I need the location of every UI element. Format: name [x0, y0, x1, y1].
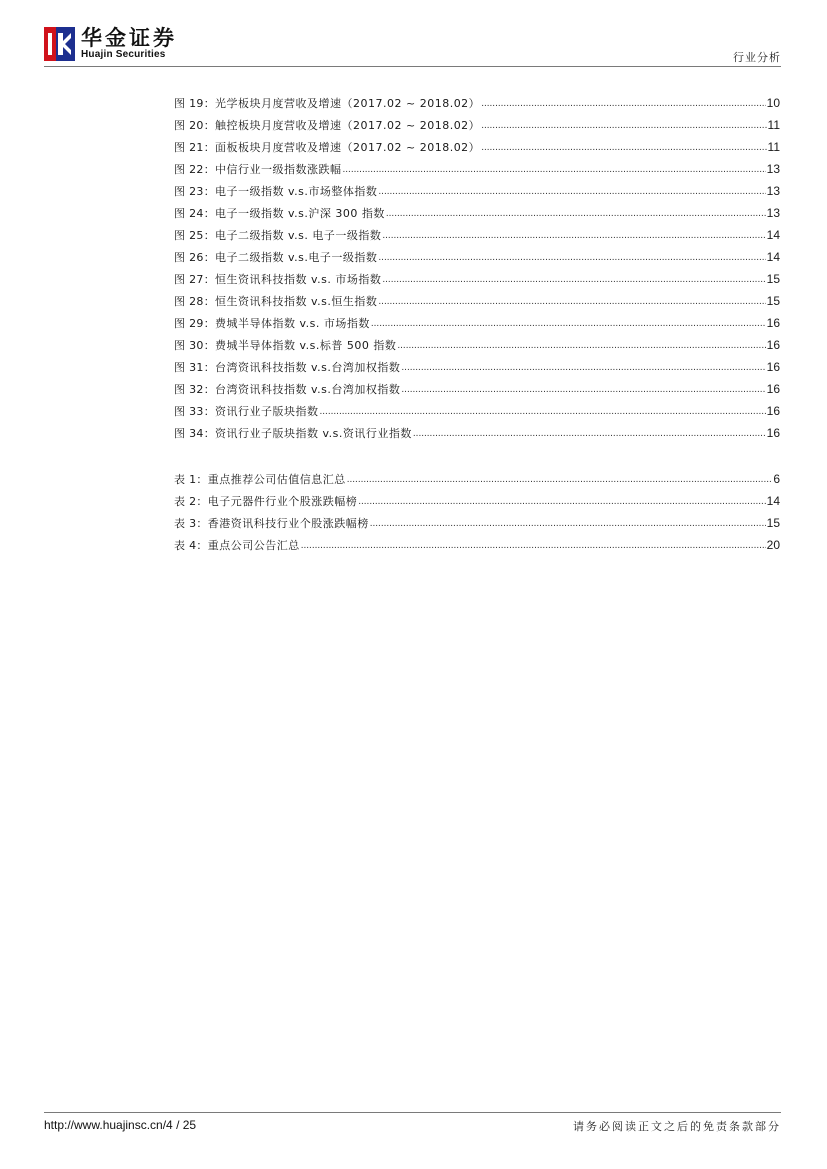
footer-url[interactable]: http://www.huajinsc.cn/4 / 25 — [44, 1118, 197, 1132]
dot-leader — [370, 519, 766, 534]
entry-title: 光学板块月度营收及增速（2017.02 ~ 2018.02） — [215, 97, 481, 110]
entry-page-number: 14 — [766, 494, 780, 508]
entry-page-number: 16 — [766, 426, 780, 440]
dot-leader — [386, 209, 766, 224]
entry-label: 图 21： — [174, 141, 215, 154]
figure-list — [174, 92, 780, 444]
entry-label: 表 4： — [174, 539, 208, 552]
table-entry[interactable] — [174, 512, 780, 534]
dot-leader — [343, 165, 766, 180]
dot-leader — [358, 497, 765, 512]
figure-entry[interactable] — [174, 378, 780, 400]
dot-leader — [320, 407, 766, 422]
figure-entry[interactable] — [174, 224, 780, 246]
entry-label: 表 1： — [174, 473, 208, 486]
entry-label: 图 25： — [174, 229, 215, 242]
entry-label: 图 30： — [174, 339, 215, 352]
entry-title: 电子一级指数 v.s.市场整体指数 — [215, 185, 378, 198]
entry-title: 费城半导体指数 v.s. 市场指数 — [215, 317, 370, 330]
disclaimer-note: 请务必阅读正文之后的免责条款部分 — [573, 1120, 781, 1133]
huajin-logo-icon — [44, 27, 75, 61]
footer-divider — [44, 1112, 781, 1113]
dot-leader — [397, 341, 765, 356]
entry-title: 中信行业一级指数涨跌幅 — [215, 163, 342, 176]
entry-page-number: 15 — [766, 516, 780, 530]
dot-leader — [378, 297, 765, 312]
figure-entry[interactable] — [174, 92, 780, 114]
dot-leader — [378, 253, 765, 268]
entry-page-number: 6 — [773, 472, 780, 486]
entry-title: 重点公司公告汇总 — [207, 539, 300, 552]
entry-label: 表 3： — [174, 517, 208, 530]
entry-page-number: 16 — [766, 360, 780, 374]
entry-page-number: 13 — [766, 162, 780, 176]
entry-page-number: 15 — [766, 294, 780, 308]
entry-label: 图 31： — [174, 361, 215, 374]
figure-entry[interactable] — [174, 312, 780, 334]
table-list — [174, 468, 780, 556]
entry-page-number: 15 — [766, 272, 780, 286]
entry-label: 图 34： — [174, 427, 215, 440]
entry-page-number: 10 — [766, 96, 780, 110]
entry-title: 电子一级指数 v.s.沪深 300 指数 — [215, 207, 385, 220]
table-entry[interactable] — [174, 468, 780, 490]
entry-page-number: 11 — [767, 140, 780, 154]
entry-page-number: 16 — [766, 338, 780, 352]
dot-leader — [382, 275, 765, 290]
entry-label: 表 2： — [174, 495, 208, 508]
entry-label: 图 33： — [174, 405, 215, 418]
entry-label: 图 19： — [174, 97, 215, 110]
entry-title: 重点推荐公司估值信息汇总 — [207, 473, 346, 486]
figure-entry[interactable] — [174, 268, 780, 290]
dot-leader — [347, 475, 773, 490]
figure-entry[interactable] — [174, 334, 780, 356]
dot-leader — [301, 541, 766, 556]
entry-page-number: 16 — [766, 382, 780, 396]
table-entry[interactable] — [174, 534, 780, 556]
entry-page-number: 11 — [767, 118, 780, 132]
company-logo — [44, 27, 177, 63]
entry-page-number: 16 — [766, 316, 780, 330]
dot-leader — [481, 143, 766, 158]
entry-page-number: 14 — [766, 250, 780, 264]
entry-page-number: 14 — [766, 228, 780, 242]
entry-title: 触控板块月度营收及增速（2017.02 ~ 2018.02） — [215, 119, 481, 132]
dot-leader — [413, 429, 766, 444]
figure-entry[interactable] — [174, 114, 780, 136]
entry-page-number: 13 — [766, 206, 780, 220]
entry-title: 台湾资讯科技指数 v.s.台湾加权指数 — [215, 383, 401, 396]
entry-title: 恒生资讯科技指数 v.s.恒生指数 — [215, 295, 378, 308]
entry-page-number: 20 — [766, 538, 780, 552]
figure-entry[interactable] — [174, 246, 780, 268]
table-entry[interactable] — [174, 490, 780, 512]
entry-label: 图 24： — [174, 207, 215, 220]
entry-page-number: 16 — [766, 404, 780, 418]
dot-leader — [401, 363, 765, 378]
figure-entry[interactable] — [174, 290, 780, 312]
entry-label: 图 28： — [174, 295, 215, 308]
entry-label: 图 22： — [174, 163, 215, 176]
entry-title: 恒生资讯科技指数 v.s. 市场指数 — [215, 273, 382, 286]
dot-leader — [382, 231, 765, 246]
dot-leader — [371, 319, 766, 334]
header-divider — [44, 66, 781, 67]
entry-title: 面板板块月度营收及增速（2017.02 ~ 2018.02） — [215, 141, 481, 154]
figure-entry[interactable] — [174, 158, 780, 180]
dot-leader — [378, 187, 765, 202]
logo-english-name: Huajin Securities — [81, 49, 166, 60]
entry-label: 图 23： — [174, 185, 215, 198]
page-header — [0, 0, 827, 70]
dot-leader — [401, 385, 765, 400]
figure-entry[interactable] — [174, 400, 780, 422]
figure-entry[interactable] — [174, 180, 780, 202]
entry-title: 香港资讯科技行业个股涨跌幅榜 — [207, 517, 369, 530]
entry-label: 图 27： — [174, 273, 215, 286]
logo-chinese-name: 华金证券 — [81, 26, 177, 50]
figure-entry[interactable] — [174, 136, 780, 158]
entry-title: 台湾资讯科技指数 v.s.台湾加权指数 — [215, 361, 401, 374]
entry-label: 图 20： — [174, 119, 215, 132]
entry-label: 图 26： — [174, 251, 215, 264]
entry-title: 电子二级指数 v.s.电子一级指数 — [215, 251, 378, 264]
dot-leader — [481, 121, 766, 136]
figure-entry[interactable] — [174, 356, 780, 378]
section-label: 行业分析 — [733, 51, 781, 64]
entry-title: 电子元器件行业个股涨跌幅榜 — [207, 495, 358, 508]
entry-title: 费城半导体指数 v.s.标普 500 指数 — [215, 339, 397, 352]
entry-label: 图 32： — [174, 383, 215, 396]
figure-entry[interactable] — [174, 422, 780, 444]
entry-page-number: 13 — [766, 184, 780, 198]
entry-title: 资讯行业子版块指数 v.s.资讯行业指数 — [215, 427, 412, 440]
entry-title: 资讯行业子版块指数 — [215, 405, 319, 418]
entry-label: 图 29： — [174, 317, 215, 330]
figure-entry[interactable] — [174, 202, 780, 224]
dot-leader — [481, 99, 765, 114]
entry-title: 电子二级指数 v.s. 电子一级指数 — [215, 229, 382, 242]
